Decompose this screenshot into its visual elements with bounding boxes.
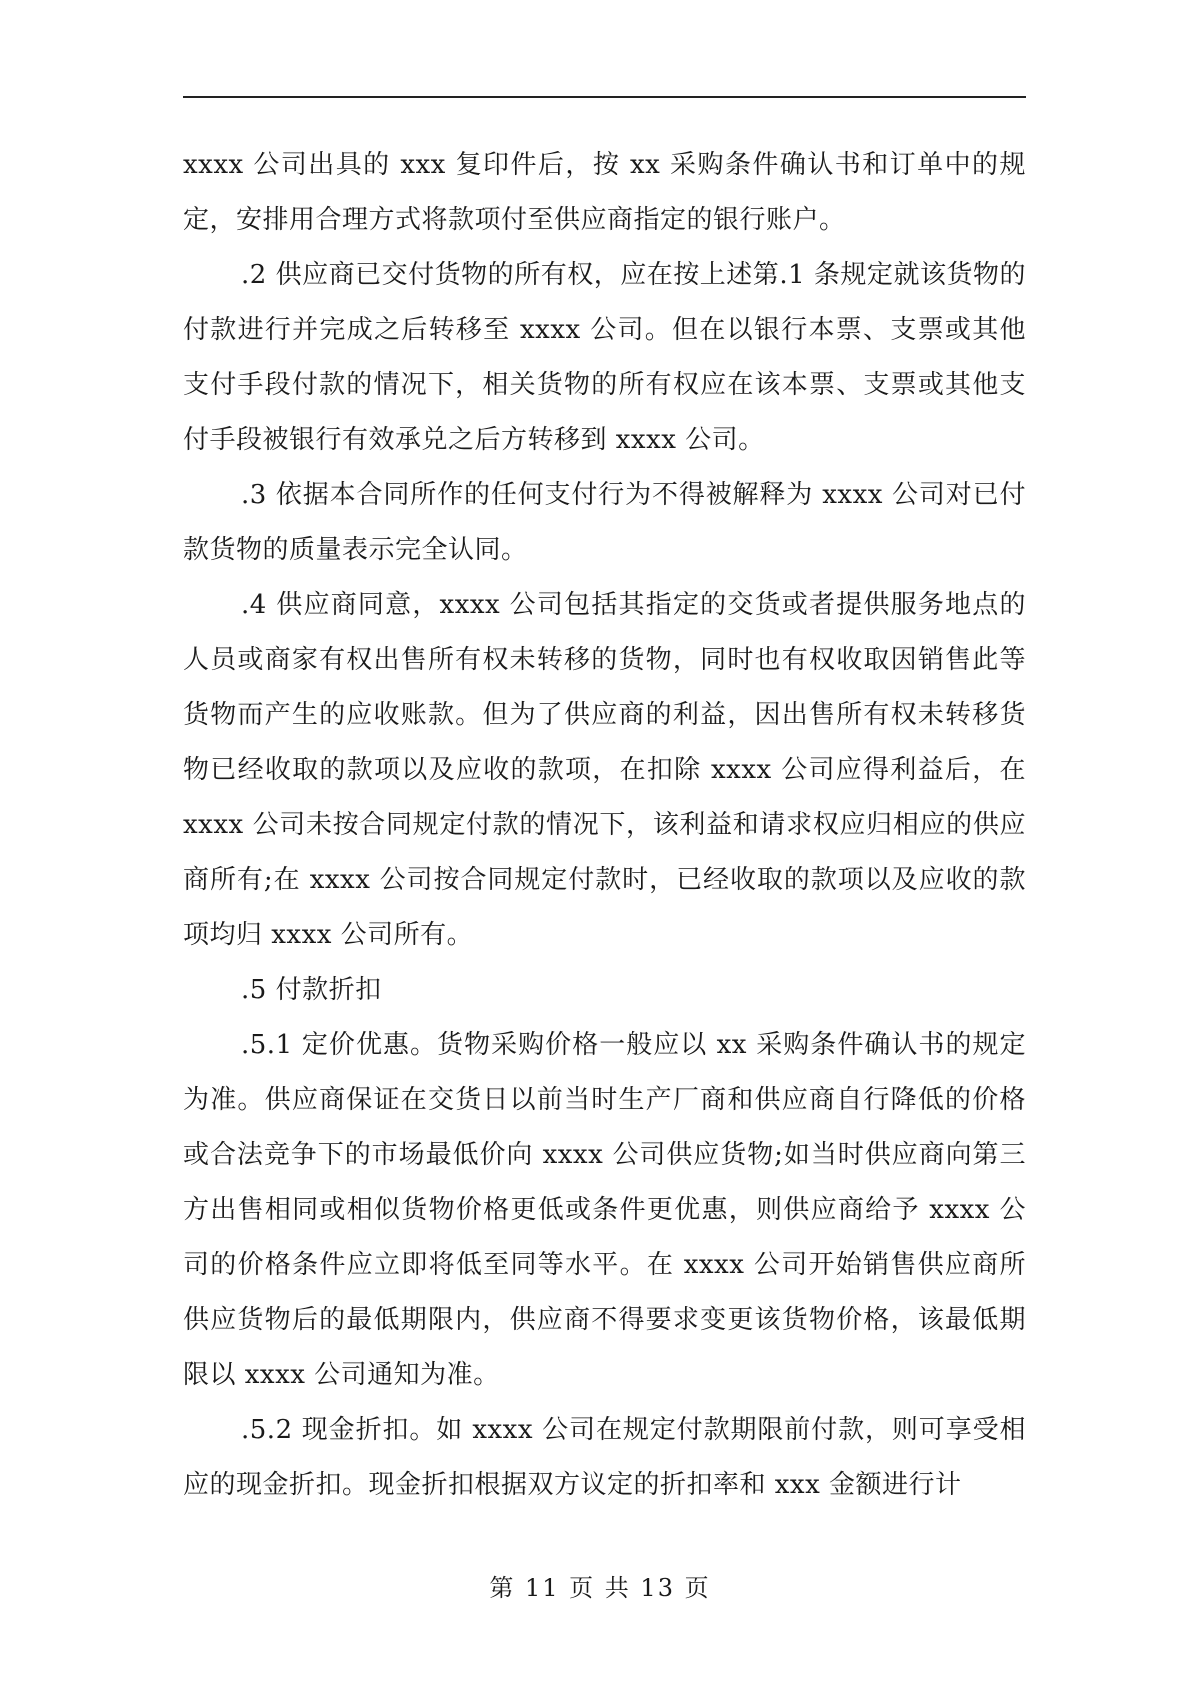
paragraph-clause-2: .2 供应商已交付货物的所有权，应在按上述第.1 条规定就该货物的付款进行并完成之后转移至 xxxx 公司。但在以银行本票、支票或其他支付手段付款的情况下，相关货物的所有权应在该本票、支票或其他支付手段被银行有效承兑之后方转移到 xxxx 公司。	[183, 260, 1026, 455]
header-rule	[183, 96, 1026, 98]
paragraph-clause-5-1: .5.1 定价优惠。货物采购价格一般应以 xx 采购条件确认书的规定为准。供应商保证在交货日以前当时生产厂商和供应商自行降低的价格或合法竞争下的市场最低价向 xxxx 公司供应货物;如当时供应商向第三方出售相同或相似货物价格更低或条件更优惠，则供应商给予 xxxx 公司的价格条件应立即将低至同等水平。在 xxxx 公司开始销售供应商所供应货物后的最低期限内，供应商不得要求变更该货物价格，该最低期限以 xxxx 公司通知为准。	[183, 1030, 1026, 1390]
paragraph-clause-3: .3 依据本合同所作的任何支付行为不得被解释为 xxxx 公司对已付款货物的质量表示完全认同。	[183, 480, 1026, 565]
page-number-footer: 第 11 页 共 13 页	[489, 1574, 711, 1602]
document-body	[183, 138, 1026, 1513]
paragraph-clause-4: .4 供应商同意，xxxx 公司包括其指定的交货或者提供服务地点的人员或商家有权出售所有权未转移的货物，同时也有权收取因销售此等货物而产生的应收账款。但为了供应商的利益，因出售所有权未转移货物已经收取的款项以及应收的款项，在扣除 xxxx 公司应得利益后，在 xxxx 公司未按合同规定付款的情况下，该利益和请求权应归相应的供应商所有;在 xxxx 公司按合同规定付款时，已经收取的款项以及应收的款项均归 xxxx 公司所有。	[183, 590, 1026, 950]
paragraph-continuation: xxxx 公司出具的 xxx 复印件后，按 xx 采购条件确认书和订单中的规定，安排用合理方式将款项付至供应商指定的银行账户。	[183, 150, 1026, 235]
paragraph-clause-5-2: .5.2 现金折扣。如 xxxx 公司在规定付款期限前付款，则可享受相应的现金折扣。现金折扣根据双方议定的折扣率和 xxx 金额进行计	[183, 1415, 1026, 1500]
paragraph-clause-5-heading: .5 付款折扣	[241, 975, 382, 1005]
